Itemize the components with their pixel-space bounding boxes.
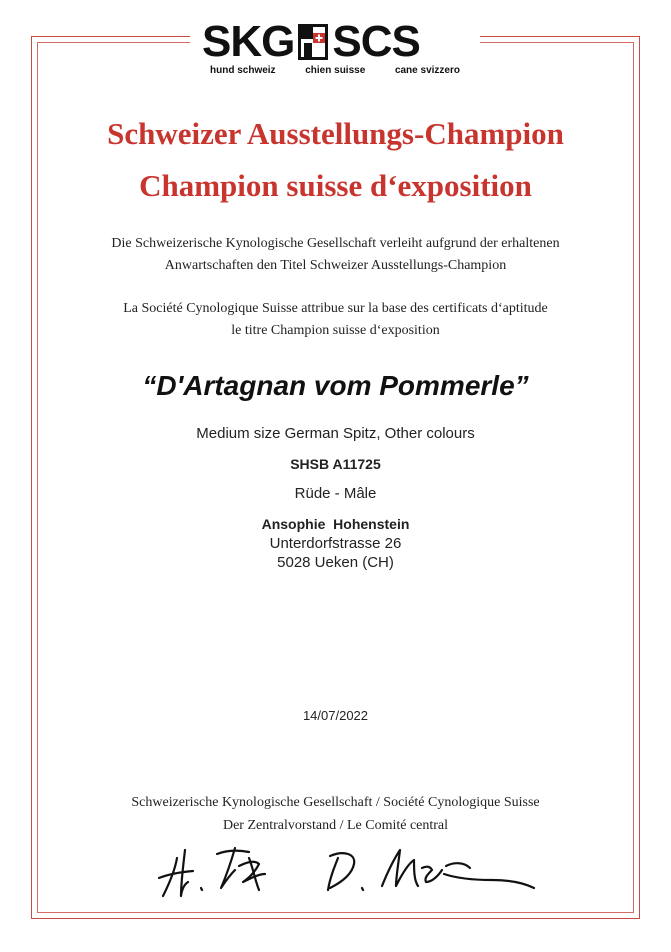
- logo-tagline: [210, 65, 460, 76]
- logo-text-scs: SCS: [332, 17, 420, 66]
- intro-german-line-2: Anwartschaften den Titel Schweizer Ausstellungs-Champion: [164, 258, 507, 273]
- dog-breed: Medium size German Spitz, Other colours: [196, 425, 475, 442]
- dog-house-emblem-icon: [297, 23, 329, 61]
- dog-name: “D'Artagnan vom Pommerle”: [142, 370, 529, 401]
- signature-right: [322, 838, 542, 900]
- title-french: Champion suisse d‘exposition: [139, 168, 532, 203]
- award-date: 14/07/2022: [302, 708, 369, 723]
- footer-organisation: Schweizerische Kynologische Gesellschaft / Société Cynologique Suisse: [131, 795, 540, 810]
- skg-scs-logo: [190, 10, 480, 76]
- logo-tagline-it: cane svizzero: [394, 65, 460, 76]
- owner-street: Unterdorfstrasse 26: [269, 535, 402, 552]
- logo-text-skg: SKG: [202, 17, 295, 66]
- owner-city: 5028 Ueken (CH): [277, 554, 394, 571]
- intro-french-line-1: La Société Cynologique Suisse attribue sur la base des certificats d‘aptitude: [123, 301, 548, 316]
- owner-name: Ansophie Hohenstein: [261, 516, 410, 532]
- logo-tagline-de: hund schweiz: [210, 65, 276, 76]
- title-german: Schweizer Ausstellungs-Champion: [107, 116, 564, 151]
- dog-sex: Rüde - Mâle: [294, 485, 377, 502]
- intro-german-line-1: Die Schweizerische Kynologische Gesellschaft verleiht aufgrund der erhaltenen: [111, 236, 560, 251]
- intro-french-line-2: le titre Champion suisse d‘exposition: [231, 323, 440, 338]
- signature-left: [155, 838, 285, 908]
- logo-tagline-fr: chien suisse: [305, 65, 366, 76]
- footer-committee: Der Zentralvorstand / Le Comité central: [222, 818, 449, 833]
- registration-number: SHSB A11725: [290, 456, 381, 472]
